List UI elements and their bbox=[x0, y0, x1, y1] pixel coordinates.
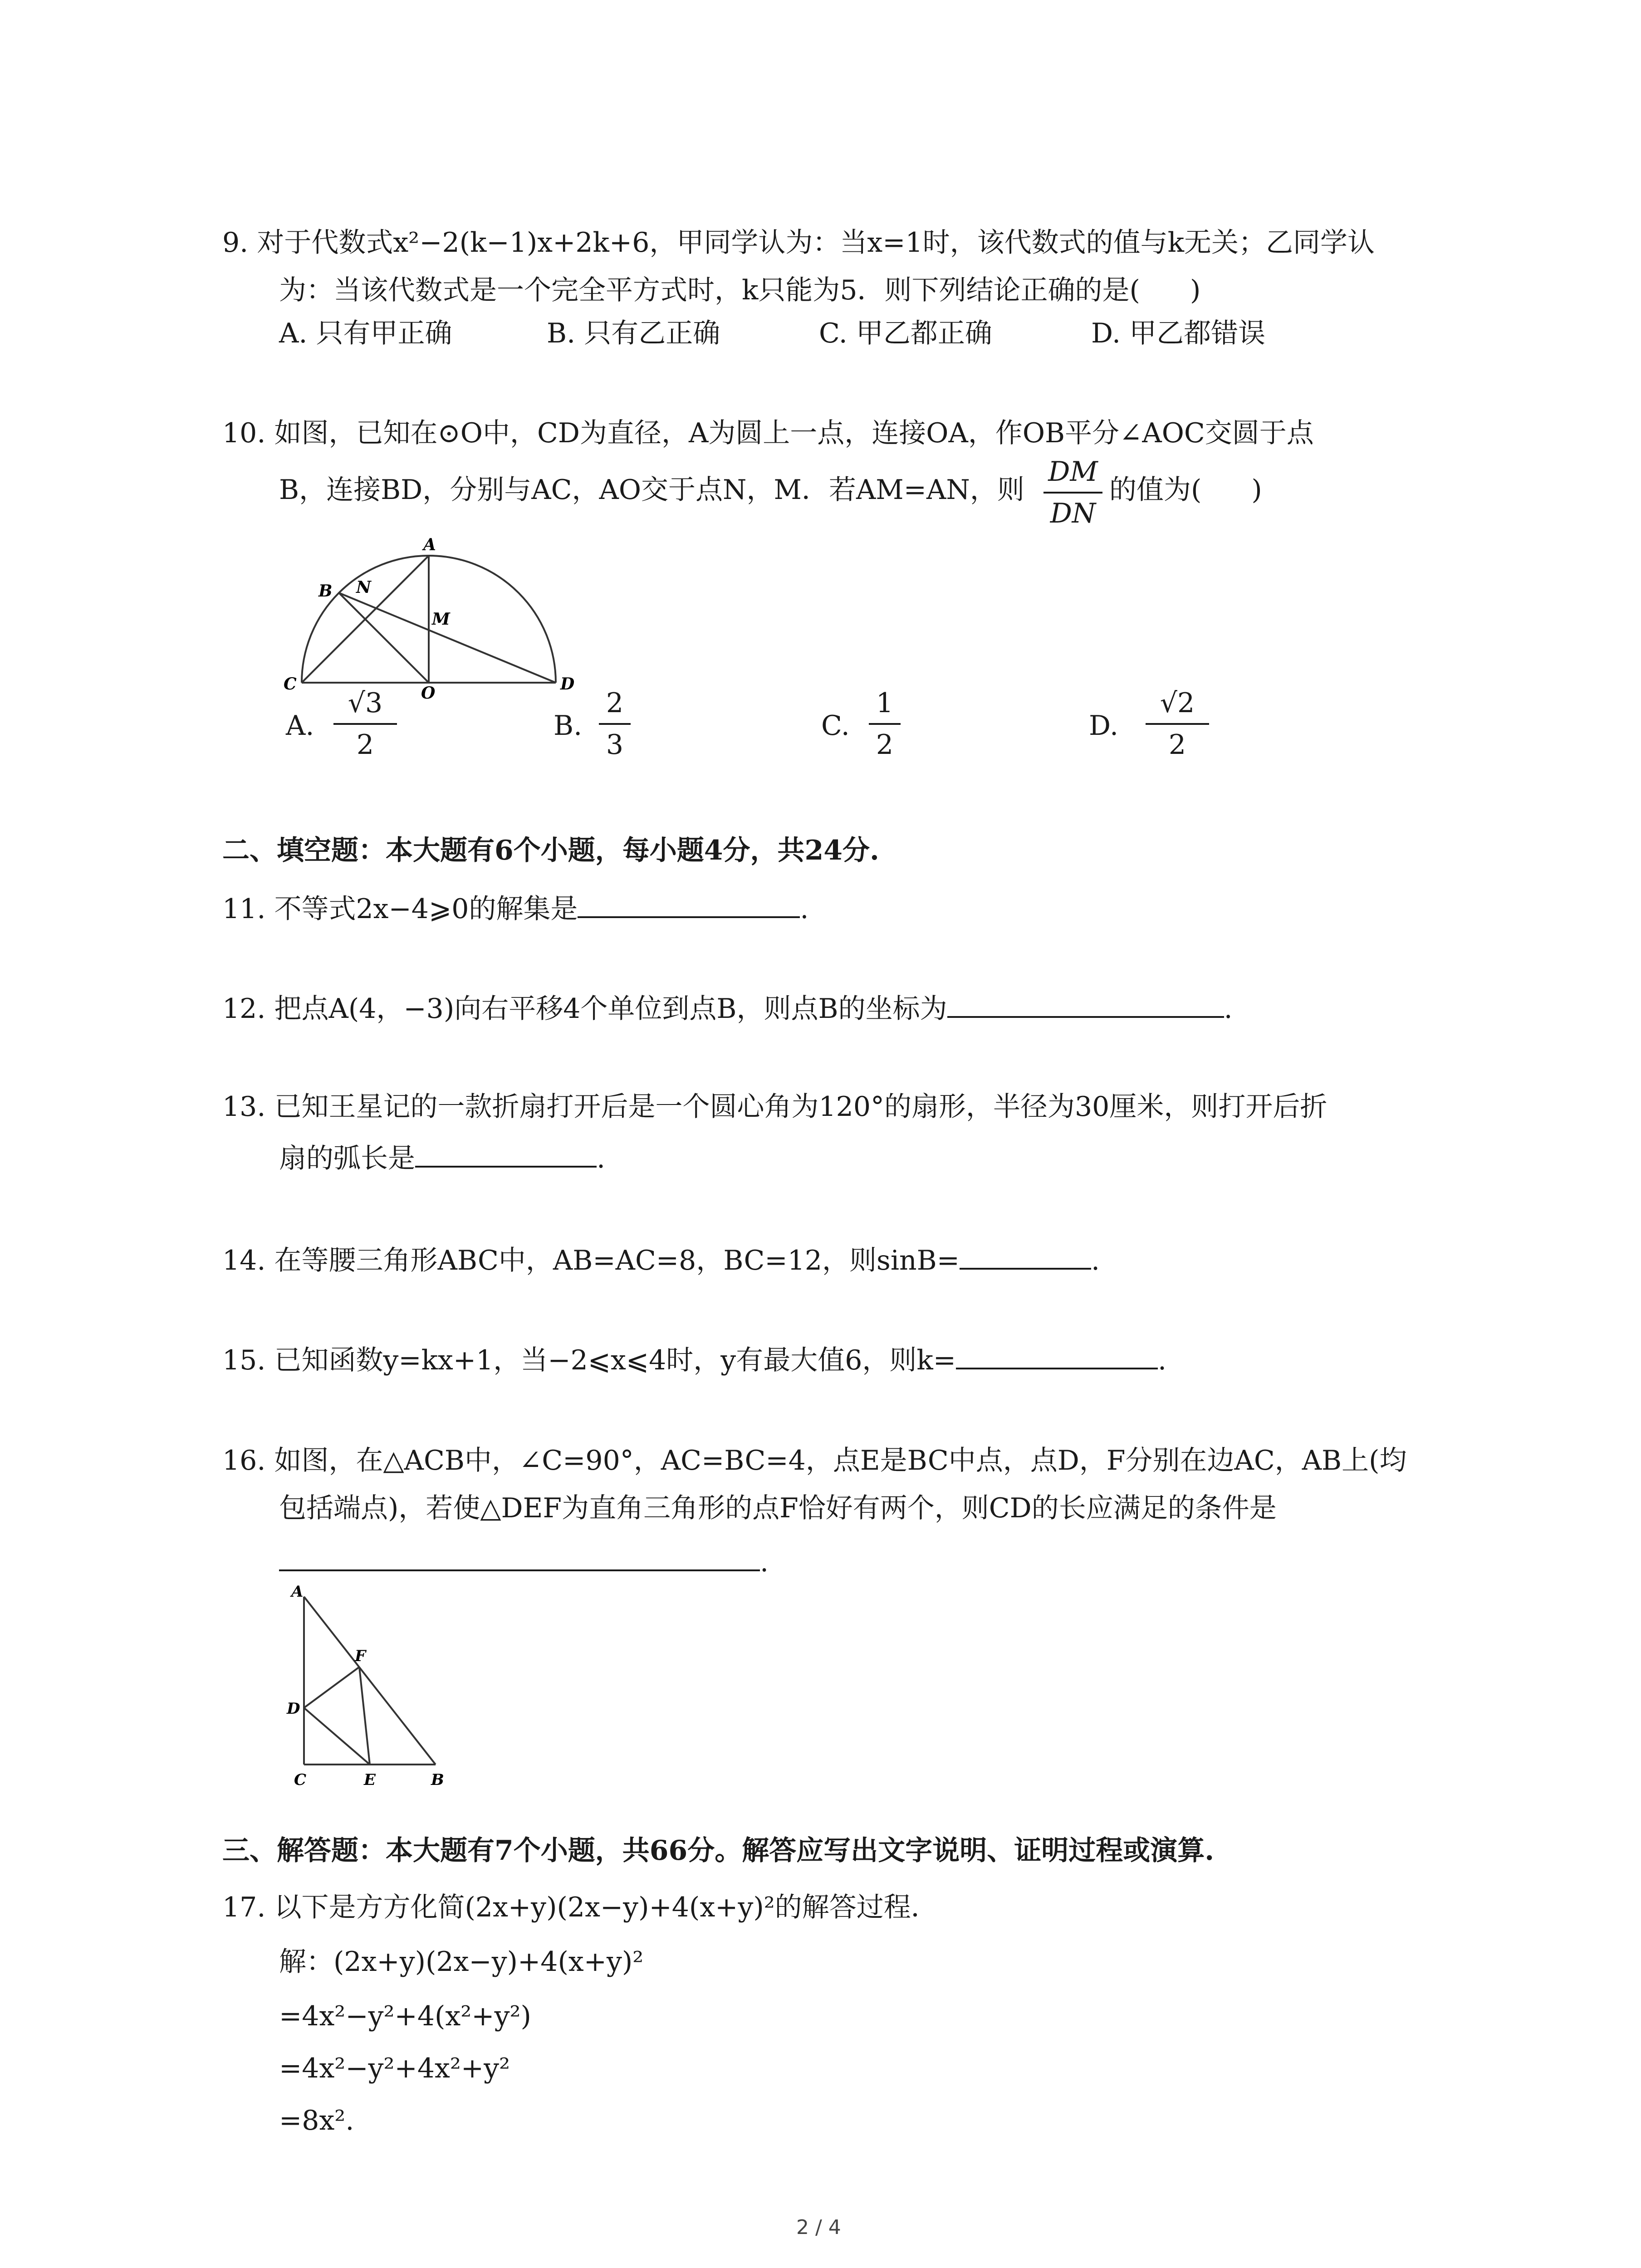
q12-answer-blank bbox=[947, 989, 1224, 1018]
label-b: B bbox=[318, 582, 333, 601]
q14-answer-blank bbox=[960, 1241, 1091, 1270]
q11-line bbox=[222, 889, 808, 927]
q13-line1: 13. 已知王星记的一款折扇打开后是一个圆心角为120°的扇形，半径为30厘米，则打开后折 bbox=[222, 1091, 1327, 1123]
q10-option-a-den: 2 bbox=[356, 729, 374, 761]
q10-option-d-frac bbox=[1146, 685, 1209, 763]
segment-ob bbox=[339, 593, 429, 683]
q10-line2-pre: B，连接BD，分别与AC，AO交于点N，M．若AM=AN，则 bbox=[279, 474, 1024, 506]
q10-option-c-frac bbox=[869, 685, 901, 763]
q9-paren-close: ) bbox=[1190, 274, 1201, 306]
q10-line2-post-text: 的值为( bbox=[1109, 474, 1202, 506]
q16-answer-blank bbox=[279, 1542, 760, 1571]
q9-line2-text: 为：当该代数式是一个完全平方式时，k只能为5．则下列结论正确的是( bbox=[279, 274, 1140, 306]
q16-line2: 包括端点)，若使△DEF为直角三角形的点F恰好有两个，则CD的长应满足的条件是 bbox=[279, 1492, 1277, 1524]
q9-option-b: B. 只有乙正确 bbox=[547, 318, 720, 349]
q10-option-b-num: 2 bbox=[606, 687, 624, 719]
q15-line bbox=[222, 1340, 1166, 1378]
q11-answer-blank bbox=[578, 889, 800, 918]
q11-text: 11. 不等式2x−4⩾0的解集是 bbox=[222, 893, 578, 925]
label-m: M bbox=[432, 610, 450, 629]
q9-option-d: D. 甲乙都错误 bbox=[1091, 318, 1266, 349]
q14-end: . bbox=[1091, 1245, 1100, 1276]
q12-text: 12. 把点A(4，−3)向右平移4个单位到点B，则点B的坐标为 bbox=[222, 993, 947, 1025]
q9-option-c: C. 甲乙都正确 bbox=[819, 318, 992, 349]
label-b: B bbox=[431, 1771, 444, 1789]
q10-option-c-letter: C. bbox=[821, 710, 850, 742]
section3-title: 三、解答题：本大题有7个小题，共66分。解答应写出文字说明、证明过程或演算. bbox=[222, 1835, 1215, 1867]
label-c: C bbox=[294, 1771, 307, 1789]
label-o: O bbox=[421, 684, 436, 701]
q10-option-c-den: 2 bbox=[876, 729, 894, 761]
q10-frac-num: DM bbox=[1048, 456, 1098, 488]
q15-end: . bbox=[1158, 1344, 1167, 1376]
q16-end: . bbox=[760, 1546, 769, 1578]
q10-line2-post bbox=[1109, 472, 1262, 508]
side-ab bbox=[304, 1597, 436, 1765]
q14-line bbox=[222, 1241, 1100, 1279]
q12-end: . bbox=[1224, 993, 1233, 1025]
label-d: D bbox=[560, 675, 575, 694]
q15-answer-blank bbox=[956, 1340, 1158, 1369]
q13-line2 bbox=[279, 1139, 605, 1177]
q10-fraction bbox=[1043, 454, 1102, 532]
label-e: E bbox=[364, 1771, 376, 1789]
q10-option-d-den: 2 bbox=[1168, 729, 1186, 761]
q10-option-a-num: √3 bbox=[348, 687, 383, 719]
q11-end: . bbox=[800, 893, 809, 925]
label-c: C bbox=[284, 675, 297, 694]
q9-line2 bbox=[279, 272, 1200, 308]
q12-line bbox=[222, 989, 1233, 1027]
q10-frac-den: DN bbox=[1050, 498, 1096, 529]
q10-figure bbox=[268, 528, 585, 701]
q17-step-1: 解：(2x+y)(2x−y)+4(x+y)² bbox=[279, 1946, 644, 1978]
segment-bd bbox=[339, 593, 556, 683]
q17-line1: 17. 以下是方方化简(2x+y)(2x−y)+4(x+y)²的解答过程． bbox=[222, 1892, 938, 1923]
q17-step-3: =4x²−y²+4x²+y² bbox=[279, 2053, 510, 2084]
q10-paren-close: ) bbox=[1251, 474, 1262, 506]
q10-option-d-num: √2 bbox=[1160, 687, 1195, 719]
q9-line1: 9. 对于代数式x²−2(k−1)x+2k+6，甲同学认为：当x=1时，该代数式的值与k无关；乙同学认 bbox=[222, 227, 1375, 259]
label-d: D bbox=[287, 1700, 300, 1718]
q10-option-b-den: 3 bbox=[606, 729, 624, 761]
label-n: N bbox=[356, 578, 371, 597]
q10-option-a-letter: A. bbox=[286, 710, 314, 742]
q17-step-4: =8x². bbox=[279, 2105, 354, 2136]
label-a: A bbox=[423, 535, 436, 554]
q13-answer-blank bbox=[415, 1139, 597, 1168]
page-number: 2 / 4 bbox=[796, 2216, 841, 2239]
q16-line3 bbox=[279, 1542, 769, 1580]
q16-line1: 16. 如图，在△ACB中，∠C=90°，AC=BC=4，点E是BC中点，点D，F分别在边AC，AB上(均 bbox=[222, 1445, 1407, 1476]
q10-option-b-frac bbox=[599, 685, 631, 763]
q10-option-d-letter: D. bbox=[1089, 710, 1119, 742]
q13-end: . bbox=[597, 1143, 606, 1174]
segment-de bbox=[304, 1708, 370, 1765]
q17-step-2: =4x²−y²+4(x²+y²) bbox=[279, 2000, 531, 2032]
q10-option-a-frac bbox=[333, 685, 397, 763]
segment-df bbox=[304, 1667, 359, 1708]
section2-title: 二、填空题：本大题有6个小题，每小题4分，共24分. bbox=[222, 835, 879, 866]
q10-option-c-num: 1 bbox=[876, 687, 894, 719]
segment-ef bbox=[359, 1667, 370, 1765]
q16-figure bbox=[277, 1583, 467, 1792]
label-f: F bbox=[355, 1647, 366, 1665]
label-a: A bbox=[291, 1583, 304, 1601]
q9-option-a: A. 只有甲正确 bbox=[279, 318, 452, 349]
q13-text2: 扇的弧长是 bbox=[279, 1143, 415, 1174]
q10-option-b-letter: B. bbox=[554, 710, 583, 742]
q14-text: 14. 在等腰三角形ABC中，AB=AC=8，BC=12，则sinB= bbox=[222, 1245, 960, 1276]
q10-line1: 10. 如图，已知在⊙O中，CD为直径，A为圆上一点，连接OA，作OB平分∠AOC交圆于点 bbox=[222, 417, 1314, 449]
q15-text: 15. 已知函数y=kx+1，当−2⩽x⩽4时，y有最大值6，则k= bbox=[222, 1344, 956, 1376]
